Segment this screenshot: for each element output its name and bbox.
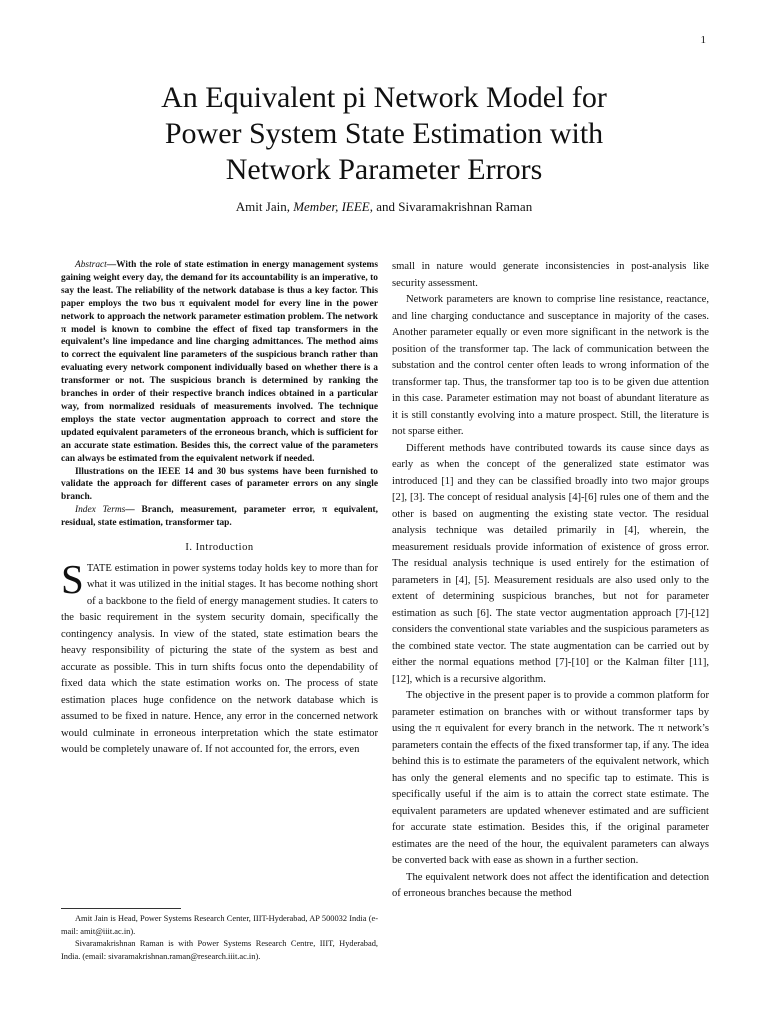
abstract	[61, 259, 378, 466]
intro-text: estimation in power systems today holds key to more than for what it was utilized in the initial stages. It has become nothing short of a backbone to the field of energy management studies. It caters to the basic requirement in the system security domain, specifically the contingency analysis. In view of the stated, state estimation bears the heavy responsibility of picturing the state of the system as best and accurate as possible. This in turn shifts focus onto the dependability of fixed data which the state estimation works on. The process of state estimation places huge confidence on the network database which is assumed to be fixed in nature. Hence, any error in the concerned network would culminate in erroneous interpretation which the state estimator would be completely unaware of. If not accounted for, the errors, even	[61, 562, 378, 756]
abstract-body: With the role of state estimation in energy management systems gaining weight every day, the demand for its accountability is an imperative, to say the least. The reliability of the network database is thus a key factor. This paper employs the two bus π equivalent model for every line in the power network to approach the network parameter estimation problem. The network π model is known to combine the effect of fixed tap transformers in the equivalent’s line impedance and line charging admittances. The method aims to correct the equivalent line parameters of the suspicious branch rather than evaluating every network component individually based on whether there is a transformer or not. The suspicious branch is determined by ranking the branches in order of their respective branch indices obtained in a particular way, from normalized residuals of measurements involved. The technique employs the state vector augmentation approach to correct and store the updated equivalent parameters of the erroneous branch, which is sufficient for an accurate state estimation. Besides this, the correct value of the parameters can always be estimated from the equivalent network if needed.	[61, 260, 378, 464]
author-name: , and Sivaramakrishnan Raman	[369, 199, 533, 214]
drop-cap: S	[61, 555, 84, 602]
index-terms-dash: —	[125, 505, 142, 516]
author-line	[60, 199, 708, 215]
footnote: Sivaramakrishnan Raman is with Power Systems Research Centre, IIIT, Hyderabad, India. (email: sivaramakrishnan.raman@research.iiit.ac.in).	[61, 939, 378, 961]
section-heading: I. Introduction	[185, 542, 254, 554]
abstract-dash: —	[106, 260, 117, 270]
index-terms-label: Index Terms	[75, 505, 126, 516]
body-paragraph: The equivalent network does not affect the identification and detection of erroneous branches because the method	[392, 871, 709, 899]
intro-first-word: TATE	[86, 562, 112, 574]
footnotes	[61, 913, 378, 963]
body-paragraph: small in nature would generate inconsistencies in post-analysis like security assessment.	[392, 261, 709, 289]
author-name: Amit Jain,	[235, 199, 294, 214]
body-paragraph: Network parameters are known to comprise line resistance, reactance, and line charging conductance and susceptance in majority of the cases. Another parameter equally or even more significant in the network is the position of the transformer tap. The lack of communication between the substation and the control center often leads to wrong information of the transformer tap. Thus, the transformer tap too is to be given due attention in this case. Parameter estimation may not boast of abundant literature as it is still constantly evolving into a mature prospect. Still, the literature is not sparse either.	[392, 294, 709, 437]
index-terms	[61, 504, 378, 530]
abstract-label: Abstract	[75, 260, 107, 270]
footnote: Amit Jain is Head, Power Systems Research Center, IIIT-Hyderabad, AP 500032 India (e-mail: amit@iiit.ac.in).	[61, 914, 378, 936]
abstract-paragraph-2: Illustrations on the IEEE 14 and 30 bus systems have been furnished to validate the approach for different cases of parameter errors on any single branch.	[61, 466, 378, 503]
body-paragraph: Different methods have contributed towards its cause since days as early as when the concept of the generalized state estimator was introduced [1] and they can be classified broadly into two major groups [2], [3]. The concept of residual analysis [4]-[6] rules one of them and the other is based on augmenting the existing state vector. The residual analysis technique was detailed primarily in [4], wherein, the measurement residuals provide information of existence of gross error. The residual analysis technique is used entirely for the estimation of parameters in [4], [5]. Measurement residuals are also used only to the extent of determining suspicious branches, but not for parameter estimation as such [6]. The state vector augmentation approach [7]-[12] considers the conventional state variables and the suspicious parameters as the combined state vector. The state augmentation can be carried out by either the normal equations method [7]-[10] or the Kalman filter [11], [12], which is a recursive algorithm.	[392, 442, 709, 685]
paper-title	[60, 80, 708, 188]
footnote-divider	[61, 908, 181, 909]
right-column	[392, 259, 709, 903]
page-number: 1	[700, 34, 706, 46]
left-column	[61, 259, 378, 759]
title-line: Network Parameter Errors	[225, 153, 543, 186]
body-paragraph: The objective in the present paper is to provide a common platform for parameter estimation on branches with or without transformer taps by using the π equivalent for every branch in the network. The π network’s parameters contain the effects of the fixed transformer tap, if any. The idea behind this is to estimate the parameters of the equivalent network, which has only the general elements and no specific tap to estimate. This is specifically useful if the aim is to attain the correct state estimate. The equivalent parameters are updated whenever estimated and are sufficient for accurate state estimation. Besides this, if the original parameter estimates are the need of the hour, the equivalent parameters can always be converted back with ease as shown in a further section.	[392, 690, 709, 866]
title-line: Power System State Estimation with	[164, 117, 604, 150]
author-membership: Member, IEEE	[293, 199, 370, 214]
index-terms-body: Branch, measurement, parameter error, π equivalent, residual, state estimation, transformer tap.	[61, 505, 378, 529]
intro-paragraph	[61, 555, 378, 759]
title-line: An Equivalent pi Network Model for	[161, 81, 607, 114]
